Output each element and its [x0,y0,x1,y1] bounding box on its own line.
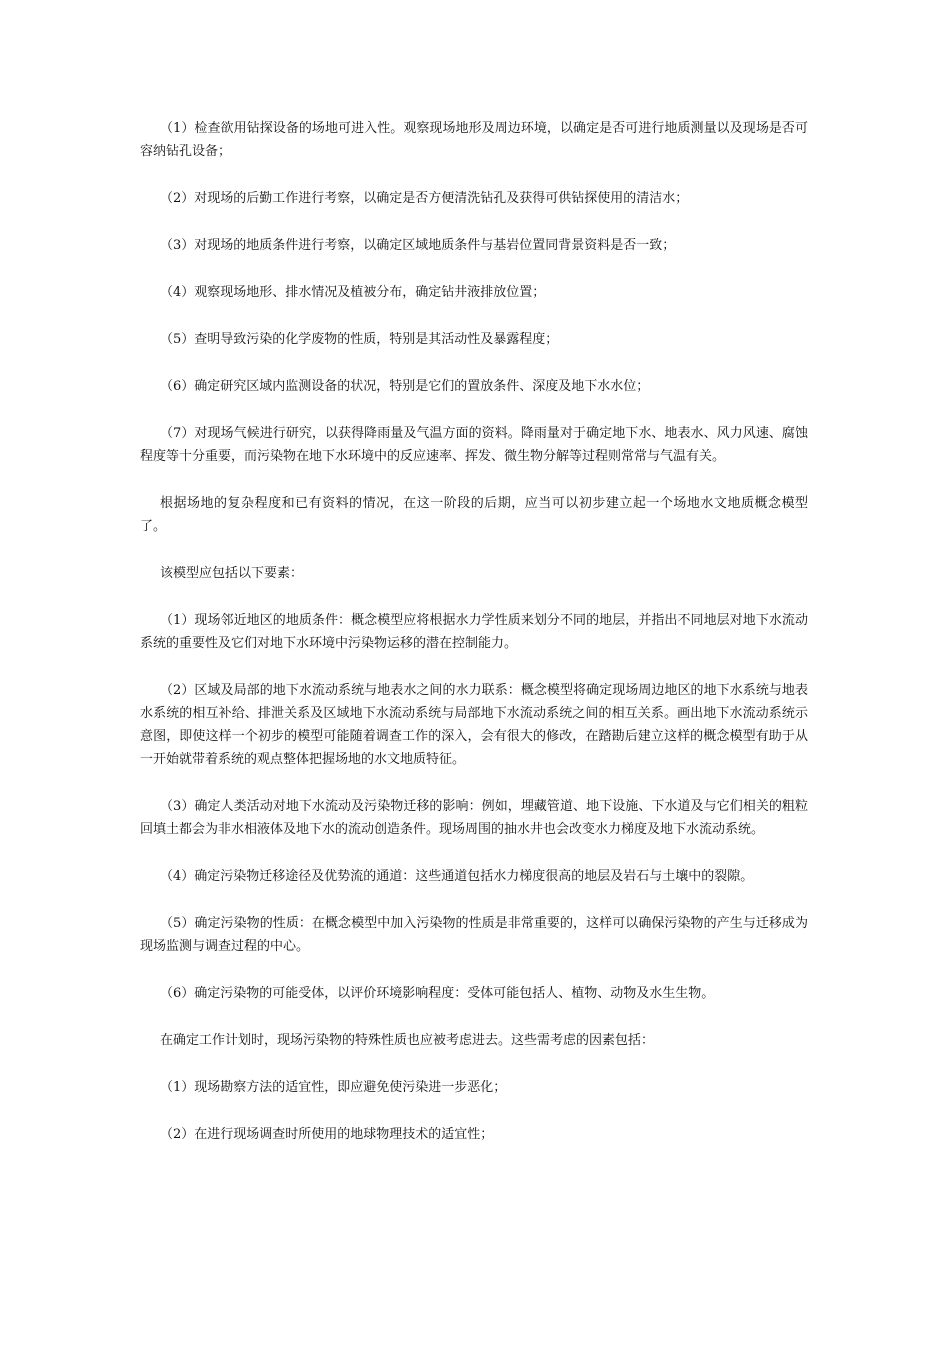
paragraph-migration-pathways: （4）确定污染物迁移途径及优势流的通道：这些通道包括水力梯度很高的地层及岩石与土壤中的裂隙。 [160,869,754,884]
paragraph-chemical-waste: （5）查明导致污染的化学废物的性质，特别是其活动性及暴露程度； [160,332,559,347]
paragraph-geophysical-technique: （2）在进行现场调查时所使用的地球物理技术的适宜性； [160,1127,494,1142]
paragraph-logistics: （2）对现场的后勤工作进行考察，以确定是否方便清洗钻孔及获得可供钻探使用的清洁水； [160,191,689,206]
paragraph-work-plan-factors: 在确定工作计划时，现场污染物的特殊性质也应被考虑进去。这些需考虑的因素包括： [160,1033,655,1048]
paragraph-geology-check: （3）对现场的地质条件进行考察，以确定区域地质条件与基岩位置同背景资料是否一致； [160,238,676,253]
paragraph-contaminant-properties: （5）确定污染物的性质：在概念模型中加入污染物的性质是非常重要的，这样可以确保污染物的产生与迁移成为现场监测与调查过程的中心。 [140,916,808,954]
paragraph-conceptual-model-intro: 根据场地的复杂程度和已有资料的情况，在这一阶段的后期，应当可以初步建立起一个场地水文地质概念模型了。 [140,496,808,534]
paragraph-model-elements-heading: 该模型应包括以下要素： [160,566,304,581]
paragraph-survey-method: （1）现场勘察方法的适宜性，即应避免使污染进一步恶化； [160,1080,507,1095]
paragraph-hydraulic-connection: （2）区域及局部的地下水流动系统与地表水之间的水力联系：概念模型将确定现场周边地区的地下水系统与地表水系统的相互补给、排泄关系及区域地下水流动系统与局部地下水流动系统之间的相互关系。画出地下水流动系统示意图，即使这样一个初步的模型可能随着调查工作的深入，会有很大的修改，在踏勘后建立这样的概念模型有助于从一开始就带着系统的观点整体把握场地的水文地质特征。 [140,683,808,767]
document-body [140,117,808,1170]
paragraph-terrain-drainage: （4）观察现场地形、排水情况及植被分布，确定钻井液排放位置； [160,285,546,300]
paragraph-receptors: （6）确定污染物的可能受体，以评价环境影响程度：受体可能包括人、植物、动物及水生生物。 [160,986,715,1001]
paragraph-climate: （7）对现场气候进行研究，以获得降雨量及气温方面的资料。降雨量对于确定地下水、地表水、风力风速、腐蚀程度等十分重要，而污染物在地下水环境中的反应速率、挥发、微生物分解等过程则常常与气温有关。 [140,426,808,464]
paragraph-human-activity: （3）确定人类活动对地下水流动及污染物迁移的影响：例如，埋藏管道、地下设施、下水道及与它们相关的粗粒回填土都会为非水相液体及地下水的流动创造条件。现场周围的抽水井也会改变水力梯度及地下水流动系统。 [140,799,808,837]
paragraph-geologic-conditions: （1）现场邻近地区的地质条件：概念模型应将根据水力学性质来划分不同的地层，并指出不同地层对地下水流动系统的重要性及它们对地下水环境中污染物运移的潜在控制能力。 [140,613,808,651]
paragraph-site-access: （1）检查欲用钻探设备的场地可进入性。观察现场地形及周边环境，以确定是否可进行地质测量以及现场是否可容纳钻孔设备； [140,121,808,159]
paragraph-monitoring-equipment: （6）确定研究区域内监测设备的状况，特别是它们的置放条件、深度及地下水水位； [160,379,650,394]
